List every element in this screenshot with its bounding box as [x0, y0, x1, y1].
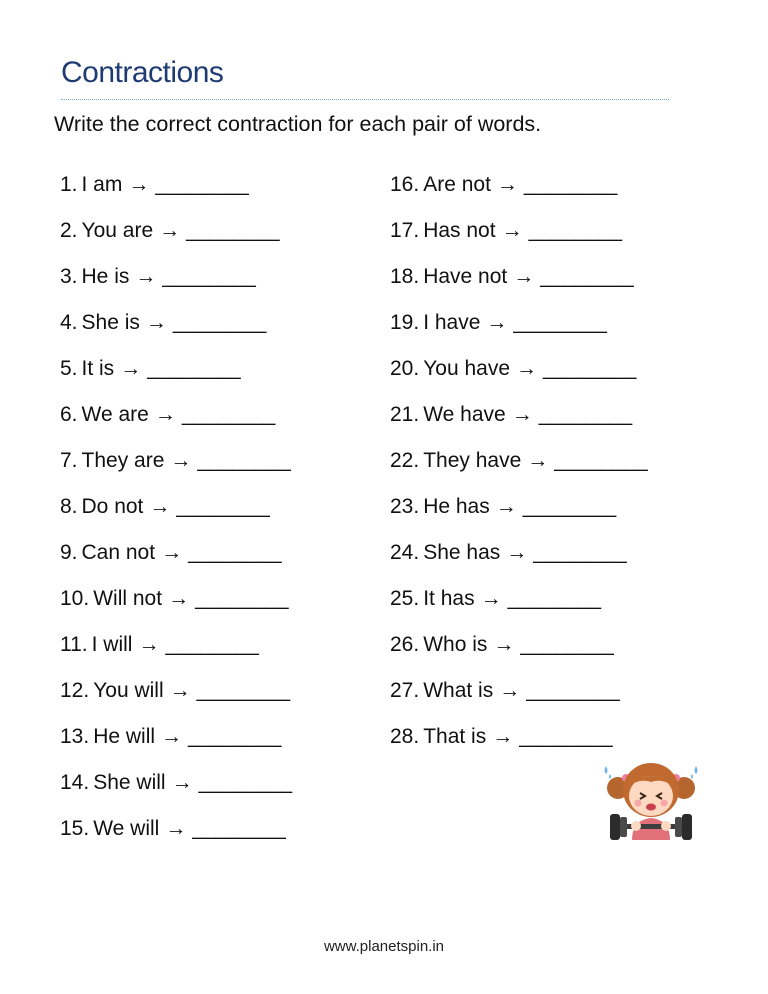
- girl-lifting-dumbbell-icon: [596, 748, 706, 853]
- arrow-right-icon: →: [169, 679, 191, 702]
- word-pair: He will: [93, 725, 156, 748]
- answer-blank[interactable]: ________: [195, 587, 289, 610]
- answer-blank[interactable]: ________: [176, 495, 270, 518]
- arrow-right-icon: →: [513, 265, 535, 288]
- question-item: [60, 492, 292, 538]
- arrow-right-icon: →: [496, 173, 518, 196]
- question-number: 1.: [60, 173, 78, 196]
- question-item: [390, 584, 648, 630]
- answer-blank[interactable]: ________: [507, 587, 602, 610]
- arrow-right-icon: →: [511, 403, 533, 426]
- word-pair: We will: [93, 817, 160, 840]
- question-item: [390, 354, 648, 400]
- question-item: [60, 216, 292, 262]
- answer-blank[interactable]: ________: [540, 265, 634, 288]
- word-pair: Who is: [423, 633, 488, 656]
- answer-blank[interactable]: ________: [172, 311, 267, 334]
- question-number: 23.: [390, 495, 420, 518]
- arrow-right-icon: →: [161, 541, 183, 564]
- question-item: [60, 446, 292, 492]
- word-pair: Have not: [423, 265, 508, 288]
- word-pair: That is: [423, 725, 487, 748]
- word-pair: We are: [81, 403, 149, 426]
- question-item: [390, 538, 648, 584]
- answer-blank[interactable]: ________: [181, 403, 276, 426]
- answer-blank[interactable]: ________: [188, 541, 282, 564]
- question-number: 9.: [60, 541, 78, 564]
- question-item: [60, 676, 292, 722]
- question-item: [390, 400, 648, 446]
- word-pair: You will: [93, 679, 164, 702]
- arrow-right-icon: →: [516, 357, 538, 380]
- question-item: [60, 722, 292, 768]
- word-pair: Can not: [81, 541, 156, 564]
- right-question-column: [390, 170, 648, 768]
- word-pair: It is: [81, 357, 115, 380]
- arrow-right-icon: →: [171, 771, 193, 794]
- word-pair: I have: [423, 311, 481, 334]
- arrow-right-icon: →: [135, 265, 157, 288]
- answer-blank[interactable]: ________: [162, 265, 256, 288]
- word-pair: They are: [81, 449, 165, 472]
- arrow-right-icon: →: [495, 495, 517, 518]
- question-number: 14.: [60, 771, 90, 794]
- word-pair: I am: [81, 173, 123, 196]
- word-pair: He has: [423, 495, 490, 518]
- left-question-column: [60, 170, 292, 860]
- answer-blank[interactable]: ________: [522, 495, 617, 518]
- answer-blank[interactable]: ________: [197, 449, 291, 472]
- arrow-right-icon: →: [138, 633, 160, 656]
- question-item: [60, 538, 292, 584]
- arrow-right-icon: →: [120, 357, 142, 380]
- answer-blank[interactable]: ________: [528, 219, 623, 242]
- question-number: 18.: [390, 265, 420, 288]
- answer-blank[interactable]: ________: [155, 173, 249, 196]
- word-pair: Do not: [81, 495, 144, 518]
- answer-blank[interactable]: ________: [533, 541, 627, 564]
- question-item: [60, 262, 292, 308]
- question-number: 25.: [390, 587, 420, 610]
- answer-blank[interactable]: ________: [188, 725, 282, 748]
- question-item: [60, 400, 292, 446]
- answer-blank[interactable]: ________: [147, 357, 241, 380]
- answer-blank[interactable]: ________: [186, 219, 280, 242]
- worksheet-title: Contractions: [61, 56, 224, 89]
- word-pair: You have: [423, 357, 511, 380]
- question-item: [390, 676, 648, 722]
- arrow-right-icon: →: [492, 725, 514, 748]
- title-divider: [61, 99, 669, 100]
- question-number: 26.: [390, 633, 420, 656]
- word-pair: What is: [423, 679, 494, 702]
- question-item: [390, 262, 648, 308]
- question-item: [60, 170, 292, 216]
- question-number: 6.: [60, 403, 78, 426]
- question-item: [60, 814, 292, 860]
- arrow-right-icon: →: [149, 495, 171, 518]
- question-number: 3.: [60, 265, 78, 288]
- arrow-right-icon: →: [499, 679, 521, 702]
- question-number: 8.: [60, 495, 78, 518]
- question-number: 16.: [390, 173, 420, 196]
- arrow-right-icon: →: [159, 219, 181, 242]
- question-number: 5.: [60, 357, 78, 380]
- question-item: [60, 354, 292, 400]
- question-item: [390, 170, 648, 216]
- answer-blank[interactable]: ________: [192, 817, 286, 840]
- question-item: [390, 492, 648, 538]
- word-pair: Are not: [423, 173, 491, 196]
- question-item: [390, 216, 648, 262]
- question-item: [60, 768, 292, 814]
- question-number: 27.: [390, 679, 420, 702]
- answer-blank[interactable]: ________: [165, 633, 259, 656]
- word-pair: You are: [81, 219, 154, 242]
- answer-blank[interactable]: ________: [513, 311, 607, 334]
- question-number: 12.: [60, 679, 90, 702]
- question-number: 19.: [390, 311, 420, 334]
- question-item: [60, 584, 292, 630]
- word-pair: Has not: [423, 219, 496, 242]
- website-footer: www.planetspin.in: [323, 938, 445, 955]
- arrow-right-icon: →: [145, 311, 167, 334]
- arrow-right-icon: →: [493, 633, 515, 656]
- question-number: 7.: [60, 449, 78, 472]
- question-number: 20.: [390, 357, 420, 380]
- question-item: [390, 308, 648, 354]
- question-item: [60, 630, 292, 676]
- word-pair: We have: [423, 403, 506, 426]
- question-number: 22.: [390, 449, 420, 472]
- word-pair: She is: [81, 311, 140, 334]
- question-number: 10.: [60, 587, 90, 610]
- question-item: [390, 630, 648, 676]
- question-number: 4.: [60, 311, 78, 334]
- word-pair: They have: [423, 449, 522, 472]
- question-number: 15.: [60, 817, 90, 840]
- answer-blank[interactable]: ________: [526, 679, 620, 702]
- word-pair: He is: [81, 265, 130, 288]
- arrow-right-icon: →: [501, 219, 523, 242]
- arrow-right-icon: →: [168, 587, 190, 610]
- word-pair: She will: [93, 771, 166, 794]
- answer-blank[interactable]: ________: [520, 633, 614, 656]
- arrow-right-icon: →: [154, 403, 176, 426]
- word-pair: It has: [423, 587, 475, 610]
- arrow-right-icon: →: [128, 173, 150, 196]
- word-pair: She has: [423, 541, 501, 564]
- question-number: 24.: [390, 541, 420, 564]
- word-pair: I will: [91, 633, 133, 656]
- arrow-right-icon: →: [506, 541, 528, 564]
- answer-blank[interactable]: ________: [543, 357, 637, 380]
- question-number: 28.: [390, 725, 420, 748]
- answer-blank[interactable]: ________: [196, 679, 291, 702]
- arrow-right-icon: →: [480, 587, 502, 610]
- instructions-text: Write the correct contraction for each pair of words.: [54, 112, 542, 136]
- question-number: 21.: [390, 403, 420, 426]
- question-item: [60, 308, 292, 354]
- question-number: 11.: [60, 633, 88, 656]
- arrow-right-icon: →: [170, 449, 192, 472]
- question-number: 17.: [390, 219, 420, 242]
- answer-blank[interactable]: ________: [554, 449, 648, 472]
- answer-blank[interactable]: ________: [519, 725, 613, 748]
- question-number: 2.: [60, 219, 78, 242]
- arrow-right-icon: →: [486, 311, 508, 334]
- arrow-right-icon: →: [527, 449, 549, 472]
- answer-blank[interactable]: ________: [523, 173, 618, 196]
- word-pair: Will not: [93, 587, 163, 610]
- question-number: 13.: [60, 725, 90, 748]
- question-item: [390, 446, 648, 492]
- arrow-right-icon: →: [165, 817, 187, 840]
- arrow-right-icon: →: [161, 725, 183, 748]
- answer-blank[interactable]: ________: [538, 403, 633, 426]
- answer-blank[interactable]: ________: [198, 771, 293, 794]
